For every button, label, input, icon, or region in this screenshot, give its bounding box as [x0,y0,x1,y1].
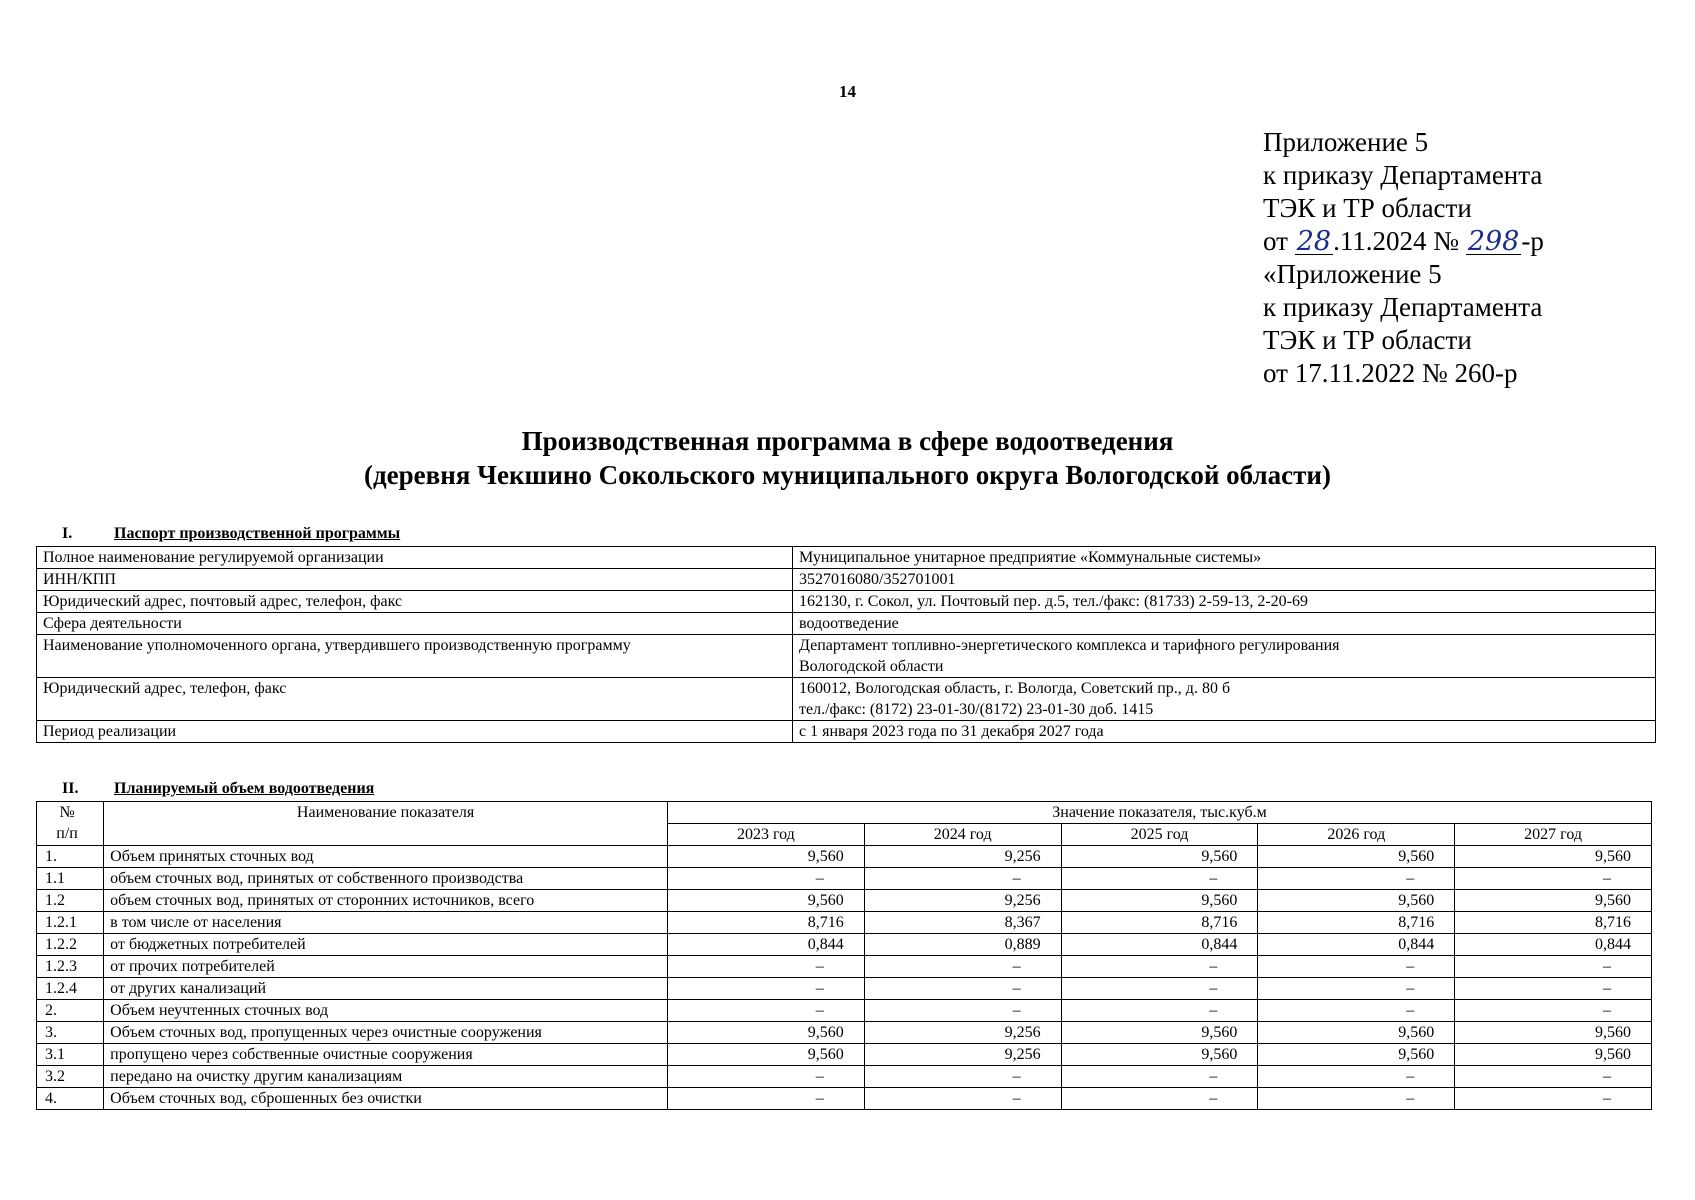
row-value: 8,716 [1061,912,1258,934]
row-indicator-name: объем сточных вод, принятых от собственного производства [104,868,668,890]
row-value: – [668,978,865,1000]
row-value: 9,560 [1258,1044,1455,1066]
passport-value [793,547,1656,569]
appendix-line: Приложение 5 [1263,127,1429,157]
col-header-year: 2025 год [1061,824,1258,846]
row-number: 1.1 [37,868,104,890]
passport-value-line: Вологодской области [799,658,944,675]
row-indicator-name: от других канализаций [104,978,668,1000]
appendix-line: ТЭК и ТР области [1263,193,1472,223]
section-number: II. [62,780,79,797]
row-value: 9,256 [864,890,1061,912]
section-number: I. [62,525,73,542]
row-indicator-name: Объем неучтенных сточных вод [104,1000,668,1022]
row-number: 3.2 [37,1066,104,1088]
appendix-order-prefix: от [1263,226,1295,256]
row-value: – [1455,1066,1652,1088]
row-value: 0,844 [1061,934,1258,956]
passport-table [36,546,1656,743]
row-indicator-name: Объем принятых сточных вод [104,846,668,868]
volume-row [37,912,1652,934]
passport-row [37,721,1656,743]
row-value: – [668,956,865,978]
row-value: – [1061,956,1258,978]
passport-value [793,635,1656,678]
row-value: 9,560 [1258,1022,1455,1044]
row-value: – [1061,1000,1258,1022]
passport-value-line: Муниципальное унитарное предприятие «Коммунальные системы» [799,549,1262,566]
col-header-number [37,802,104,846]
volume-row [37,1044,1652,1066]
row-value: – [668,1066,865,1088]
passport-value-line: тел./факс: (8172) 23-01-30/(8172) 23-01-30 доб. 1415 [799,701,1154,718]
row-value: – [668,1088,865,1110]
row-value: 9,256 [864,846,1061,868]
appendix-order-suffix: -р [1521,226,1544,256]
row-value: 8,716 [668,912,865,934]
row-indicator-name: в том числе от населения [104,912,668,934]
row-value: 8,716 [1455,912,1652,934]
col-header-number-line2: п/п [56,825,78,842]
row-value: – [1258,1000,1455,1022]
appendix-order-line [1263,225,1544,258]
row-value: – [1061,1066,1258,1088]
row-value: – [1455,978,1652,1000]
volume-row [37,934,1652,956]
handwritten-order-number: 298 [1467,226,1520,257]
passport-label: Наименование уполномоченного органа, утвердившего производственную программу [37,635,793,678]
row-value: – [864,956,1061,978]
passport-label: Юридический адрес, почтовый адрес, телефон, факс [37,591,793,613]
volume-row [37,868,1652,890]
row-value: – [1455,1000,1652,1022]
passport-label: Сфера деятельности [37,613,793,635]
row-value: 9,560 [1061,846,1258,868]
row-indicator-name: от бюджетных потребителей [104,934,668,956]
row-value: – [668,1000,865,1022]
row-value: – [668,868,865,890]
col-header-year: 2023 год [668,824,865,846]
appendix-order-date: .11.2024 № [1333,226,1466,256]
row-value: – [1455,1088,1652,1110]
volume-row [37,978,1652,1000]
row-value: – [864,1088,1061,1110]
passport-row [37,591,1656,613]
appendix-line: от 17.11.2022 № 260-р [1263,358,1518,388]
appendix-line: ТЭК и ТР области [1263,325,1472,355]
passport-row [37,569,1656,591]
row-value: 0,844 [1455,934,1652,956]
row-value: – [864,868,1061,890]
volume-row [37,1022,1652,1044]
row-value: – [864,1000,1061,1022]
volume-row [37,956,1652,978]
row-number: 4. [37,1088,104,1110]
passport-value [793,591,1656,613]
passport-value [793,569,1656,591]
volume-row [37,890,1652,912]
row-indicator-name: объем сточных вод, принятых от сторонних источников, всего [104,890,668,912]
passport-value [793,678,1656,721]
row-value: 9,560 [1455,1022,1652,1044]
passport-label: Полное наименование регулируемой организации [37,547,793,569]
volume-row [37,846,1652,868]
row-value: – [1455,956,1652,978]
row-indicator-name: Объем сточных вод, пропущенных через очистные сооружения [104,1022,668,1044]
row-value: – [1258,1088,1455,1110]
row-indicator-name: передано на очистку другим канализациям [104,1066,668,1088]
passport-row [37,613,1656,635]
row-value: – [1061,978,1258,1000]
passport-row [37,547,1656,569]
row-value: – [864,978,1061,1000]
row-value: 9,560 [668,846,865,868]
passport-value [793,721,1656,743]
row-value: 9,560 [1455,890,1652,912]
row-value: 8,367 [864,912,1061,934]
row-value: 9,256 [864,1022,1061,1044]
col-header-value-group: Значение показателя, тыс.куб.м [668,802,1652,824]
row-indicator-name: пропущено через собственные очистные сооружения [104,1044,668,1066]
row-value: 9,560 [1061,1044,1258,1066]
passport-value [793,613,1656,635]
row-value: 9,560 [1258,846,1455,868]
handwritten-day: 28 [1296,226,1332,257]
row-value: – [1061,868,1258,890]
row-value: 0,844 [1258,934,1455,956]
section-title: Паспорт производственной программы [114,525,401,542]
passport-value-line: с 1 января 2023 года по 31 декабря 2027 года [799,723,1104,740]
row-number: 1.2.3 [37,956,104,978]
section-heading-volume [62,780,374,798]
passport-value-line: водоотведение [799,615,899,632]
document-title [0,424,1695,492]
volume-row [37,1066,1652,1088]
row-value: – [1258,1066,1455,1088]
row-number: 1.2 [37,890,104,912]
col-header-year: 2024 год [864,824,1061,846]
volume-row [37,1000,1652,1022]
row-value: 0,844 [668,934,865,956]
appendix-line: «Приложение 5 [1263,259,1442,289]
passport-value-line: Департамент топливно-энергетического комплекса и тарифного регулирования [799,637,1340,654]
row-value: – [1258,978,1455,1000]
passport-row [37,635,1656,678]
title-line: Производственная программа в сфере водоотведения [521,426,1174,456]
row-value: 9,560 [1455,1044,1652,1066]
passport-value-line: 160012, Вологодская область, г. Вологда, Советский пр., д. 80 б [799,680,1231,697]
row-value: 9,256 [864,1044,1061,1066]
passport-label: Период реализации [37,721,793,743]
passport-value-line: 162130, г. Сокол, ул. Почтовый пер. д.5, тел./факс: (81733) 2-59-13, 2-20-69 [799,593,1308,610]
row-value: 0,889 [864,934,1061,956]
row-number: 1.2.4 [37,978,104,1000]
row-value: – [1455,868,1652,890]
row-number: 1. [37,846,104,868]
row-number: 1.2.2 [37,934,104,956]
volume-table [36,801,1652,1110]
row-value: 9,560 [1455,846,1652,868]
page-number: 14 [839,82,856,101]
row-number: 2. [37,1000,104,1022]
passport-label: ИНН/КПП [37,569,793,591]
row-value: 9,560 [1258,890,1455,912]
row-number: 3.1 [37,1044,104,1066]
row-number: 3. [37,1022,104,1044]
appendix-block [1263,126,1544,390]
row-value: – [864,1066,1061,1088]
row-value: – [1061,1088,1258,1110]
appendix-line: к приказу Департамента [1263,160,1543,190]
row-value: 8,716 [1258,912,1455,934]
section-heading-passport [62,525,400,543]
row-number: 1.2.1 [37,912,104,934]
section-title: Планируемый объем водоотведения [114,780,375,797]
row-value: 9,560 [1061,890,1258,912]
passport-label: Юридический адрес, телефон, факс [37,678,793,721]
col-header-name: Наименование показателя [104,802,668,846]
row-indicator-name: Объем сточных вод, сброшенных без очистки [104,1088,668,1110]
row-indicator-name: от прочих потребителей [104,956,668,978]
row-value: 9,560 [1061,1022,1258,1044]
col-header-year: 2026 год [1258,824,1455,846]
row-value: 9,560 [668,1044,865,1066]
col-header-number-line1: № [59,804,75,821]
row-value: 9,560 [668,890,865,912]
passport-value-line: 3527016080/352701001 [799,571,956,588]
title-subline: (деревня Чекшино Сокольского муниципального округа Вологодской области) [364,460,1331,490]
volume-row [37,1088,1652,1110]
row-value: – [1258,868,1455,890]
row-value: – [1258,956,1455,978]
passport-row [37,678,1656,721]
row-value: 9,560 [668,1022,865,1044]
col-header-year: 2027 год [1455,824,1652,846]
appendix-line: к приказу Департамента [1263,292,1543,322]
